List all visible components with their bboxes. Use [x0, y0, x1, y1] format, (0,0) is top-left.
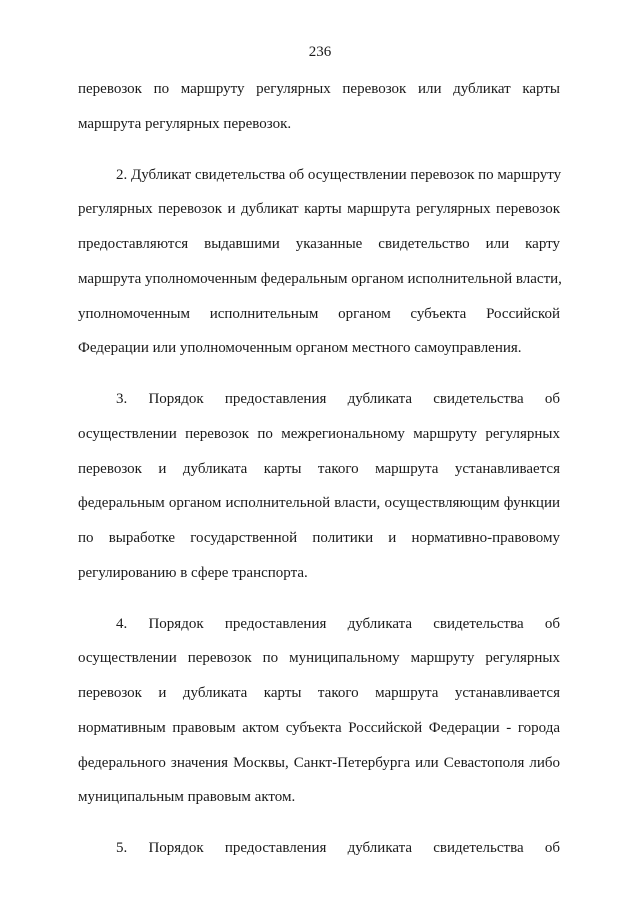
- text-line: федеральным органом исполнительной власти, осуществляющим функции: [78, 495, 560, 512]
- text-line: предоставляются выдавшими указанные свидетельство или карту: [78, 236, 560, 252]
- text-line: по выработке государственной политики и нормативно-правовому: [78, 530, 560, 546]
- text-line: перевозок по маршруту регулярных перевозок или дубликат карты: [78, 81, 560, 97]
- paragraph-gap: [78, 598, 560, 614]
- paragraph-gap: [78, 149, 560, 165]
- text-line: уполномоченным исполнительным органом субъекта Российской: [78, 305, 560, 322]
- page-number: 236: [308, 44, 332, 60]
- text-line: нормативным правовым актом субъекта Российской Федерации - города: [78, 719, 560, 736]
- text-line: перевозок и дубликата карты такого маршрута устанавливается: [78, 685, 560, 701]
- text-line: регулярных перевозок и дубликат карты маршрута регулярных перевозок: [78, 201, 560, 218]
- paragraph: [78, 389, 560, 598]
- text-line: Федерации или уполномоченным органом местного самоуправления.: [78, 340, 522, 357]
- text-line: перевозок и дубликата карты такого маршрута устанавливается: [78, 460, 560, 477]
- text-line: 2. Дубликат свидетельства об осуществлении перевозок по маршруту: [116, 166, 562, 183]
- text-line: осуществлении перевозок по муниципальному маршруту регулярных: [78, 650, 560, 667]
- paragraph: [78, 79, 560, 149]
- paragraph-gap: [78, 822, 560, 838]
- paragraph-gap: [78, 373, 560, 389]
- text-line: 5. Порядок предоставления дубликата свидетельства об: [116, 840, 560, 856]
- document-body: [78, 79, 560, 873]
- paragraph: [78, 165, 560, 374]
- text-line: муниципальным правовым актом.: [78, 789, 296, 806]
- text-line: осуществлении перевозок по межрегиональному маршруту регулярных: [78, 425, 560, 442]
- paragraph: [78, 614, 560, 823]
- text-line: 3. Порядок предоставления дубликата свидетельства об: [116, 391, 560, 407]
- text-line: федерального значения Москвы, Санкт-Петербурга или Севастополя либо: [78, 754, 560, 771]
- text-line: маршрута регулярных перевозок.: [78, 115, 292, 132]
- text-line: 4. Порядок предоставления дубликата свидетельства об: [116, 615, 560, 632]
- text-line: маршрута уполномоченным федеральным органом исполнительной власти,: [78, 270, 562, 287]
- paragraph: [78, 838, 560, 873]
- text-line: регулированию в сфере транспорта.: [78, 564, 308, 581]
